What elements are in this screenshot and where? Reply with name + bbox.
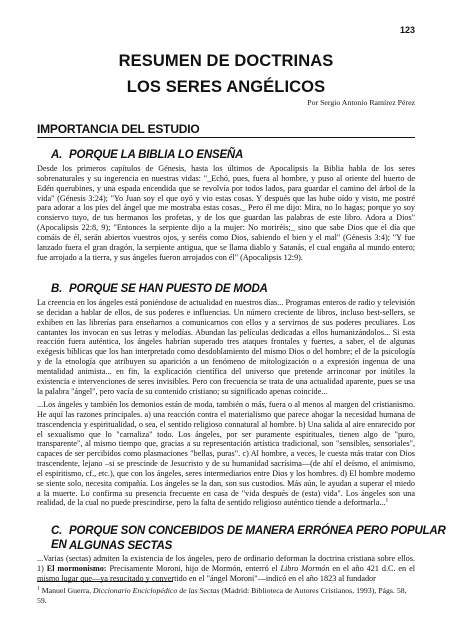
subsection-b-letter: B. <box>51 283 63 295</box>
subsection-c-text-3: en el año 421 d.C. en el mismo lugar que—ya resucitado y convertido en el "ángel Moroni"—indicó en el año 1823 al fundador <box>37 563 415 583</box>
subsection-c-text-2: Precisamente Moroni, hijo de Mormón, enterró el <box>106 563 281 573</box>
section-heading-text: IMPORTANCIA DEL ESTUDIO <box>37 122 200 136</box>
footnote <box>37 586 415 605</box>
document-subtitle: LOS SERES ANGÉLICOS <box>126 78 326 96</box>
subsection-c-title-line-1: PORQUE SON CONCEBIDOS DE MANERA ERRÓNEA PERO POPULAR EN <box>51 525 446 551</box>
subsection-a-paragraph: Desde los primeros capítulos de Génesis, hasta los últimos de Apocalipsis la Biblia habla de los seres sobrenaturales y su ingerencia en nuestras vidas: "_Echó, pues, fuera al hombre, y puso al oriente del huerto de Edén querubines, y una espada encendida que se revolvía por todos lados, para guardar el camino del árbol de la vida" (Génesis 3:24); "Yo Juan soy el que oyó y vio estas cosas. Y después que las hube oído y visto, me postré para adorar a los pies del ángel que me mostraba estas cosas._ Pero él me dijo: Mira, no lo hagas; porque yo soy consiervo tuyo, de tus hermanos los profetas, y de los que guardan las palabras de este libro. Adora a Dios" (Apocalipsis 22:8, 9); "Entonces la serpiente dijo a la mujer: No moriréis;_ sino que sabe Dios que el día que comáis de él, serán abiertos vuestros ojos, y seréis como Dios, sabiendo el bien y el mal" (Génesis 3:4); "Y fue lanzado fuera el gran dragón, la serpiente antigua, que se llama diablo y Satanás, el cual engaña al mundo entero; fue arrojado a la tierra, y sus ángeles fueron arrojados con él" (Apocalipsis 12:9). <box>37 164 415 262</box>
subsection-b-heading <box>51 282 268 296</box>
subsection-c-title-line-2: ALGUNAS SECTAS <box>69 540 173 552</box>
subsection-a-heading <box>51 148 243 162</box>
subsection-a-letter: A. <box>51 149 63 161</box>
subsection-c-text-1: ...Varias (sectas) admiten la existencia de los ángeles, pero de ordinario deforman la doctrina cristiana sobre ellos. 1) <box>37 554 415 573</box>
author-byline: Por Sergio Antonio Ramírez Pérez <box>307 98 415 107</box>
subsection-c-book-title: Libro Mormón <box>280 563 330 573</box>
footnote-text-1: Manuel Guerra, <box>39 586 94 595</box>
subsection-b-title: PORQUE SE HAN PUESTO DE MODA <box>69 283 268 295</box>
subsection-c-letter: C. <box>51 525 63 537</box>
document-title: RESUMEN DE DOCTRINAS <box>118 52 334 70</box>
footnote-text-2: (Madrid: Biblioteca de Autores Cristianos, 1993), Págs. 58, 59. <box>37 586 407 605</box>
subsection-a-title: PORQUE LA BIBLIA LO ENSEÑA <box>69 149 244 161</box>
subsection-c-paragraph <box>37 554 415 584</box>
page-number: 123 <box>399 25 415 35</box>
section-heading <box>37 122 415 138</box>
footnote-number: 1 <box>37 585 40 592</box>
subsection-b-paragraph-2-text: ...Los ángeles y también los demonios están de moda, también o más, fuera o al menos al margen del cristianismo. He aquí las razones principales. a) una reacción contra el materialismo que parece ahogar la necesidad humana de trascendencia y espiritualidad, o sea, el sentido religioso connatural al hombre. b) Una salida al aire enrarecido por el sexualismo que lo "carnaliza" todo. Los ángeles, por ser puramente espirituales, tienen algo de "puro, transparente", al mismo tiempo que, gracias a su representación artística tradicional, son "sensibles, sensoriales", capaces de ser percibidos como plasmaciones "bellas, puras". c) Al hombre, a veces, le cuesta más tratar con Dios trascendente, lejano –si se prescinde de Jesucristo y de su humanidad sacrísima—(de ahí el deísmo, el animismo, el espiritismo, cf., etc.), que con los ángeles, seres intermediarios entre Dios y los hombres. d) El hombre moderno se siente solo, necesita compañía. Los ángeles se la dan, son sus custodios. Más aún, le ayudan a superar el miedo a la muerte. Lo confirma su presencia frecuente en casa de "vida después de (esta) vida". Los ángeles son una realidad, de la cual no puede prescindirse, pero la falta de sentido religioso auténtico tiende a deformarla... <box>37 400 415 508</box>
footnote-separator <box>37 581 173 582</box>
subsection-b-paragraph-2 <box>37 400 415 508</box>
footnote-book-title: Diccionario Enciclopédico de las Sectas <box>93 586 220 595</box>
subsection-b-paragraph-1: La creencia en los ángeles está poniéndose de actualidad en nuestros días... Programas enteros de radio y televisión se decidan a hablar de ellos, de sus poderes e influencias. Un número creciente de libros, incluso best-sellers, se exhiben en las librerías para enseñarnos a comunicarnos con ellos y a servirnos de sus poderes peculiares. Los cantantes los invocan en sus letras y melodías. Abundan las películas dedicadas a ellos humanizándolos... Si esta reacción fuera auténtica, los ángeles habrían superado tres ataques frontales y fuertes, a saber, el de algunas exégesis bíblicas que los han interpretado como desdoblamiento del mismo Dios o del hombre; el de la psicología y de la etnología que atribuyen su aparición a un fenómeno de mitologización o a expresión ingenua de una mentalidad animista... en fin, la explicación científica del universo que pretende arrinconar por inútiles la existencia e intervenciones de seres invisibles. Pero con frecuencia se trata de una actualidad aparente, pues se usa la palabra "ángel", pero vacía de su contenido cristiano; su significado apenas coincide... <box>37 298 415 396</box>
subsection-c-bold-term: El mormonismo: <box>46 563 107 573</box>
footnote-reference: 1 <box>385 497 389 504</box>
